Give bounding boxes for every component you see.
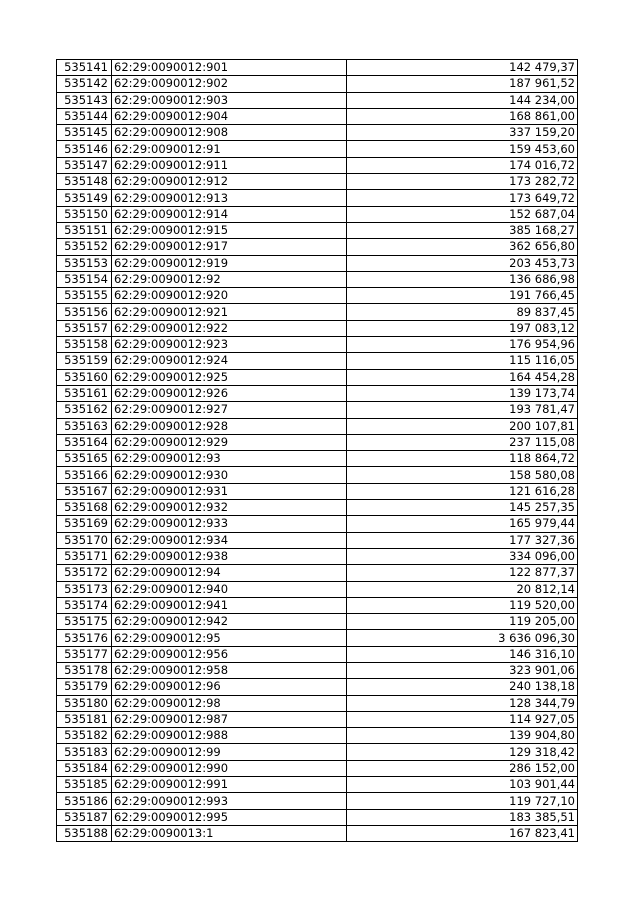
cadastral-number-cell: 62:29:0090012:958 (112, 662, 347, 678)
table-row (57, 548, 578, 564)
cadastral-value-cell: 159 453,60 (347, 141, 578, 157)
cadastral-number-cell: 62:29:0090012:917 (112, 239, 347, 255)
table-row (57, 646, 578, 662)
cadastral-number-cell: 62:29:0090012:987 (112, 711, 347, 727)
row-number-cell: 535173 (57, 581, 112, 597)
table-row (57, 418, 578, 434)
cadastral-value-cell: 286 152,00 (347, 760, 578, 776)
cadastral-value-cell: 20 812,14 (347, 581, 578, 597)
cadastral-value-cell: 128 344,79 (347, 695, 578, 711)
table-row (57, 141, 578, 157)
cadastral-value-cell: 129 318,42 (347, 744, 578, 760)
cadastral-value-table (56, 59, 578, 842)
cadastral-value-cell: 237 115,08 (347, 434, 578, 450)
cadastral-number-cell: 62:29:0090012:991 (112, 777, 347, 793)
cadastral-number-cell: 62:29:0090012:922 (112, 320, 347, 336)
cadastral-value-cell: 177 327,36 (347, 532, 578, 548)
row-number-cell: 535148 (57, 174, 112, 190)
cadastral-number-cell: 62:29:0090012:941 (112, 597, 347, 613)
table-row (57, 679, 578, 695)
cadastral-value-cell: 191 766,45 (347, 288, 578, 304)
row-number-cell: 535165 (57, 451, 112, 467)
cadastral-value-cell: 145 257,35 (347, 500, 578, 516)
cadastral-number-cell: 62:29:0090012:940 (112, 581, 347, 597)
row-number-cell: 535168 (57, 500, 112, 516)
cadastral-number-cell: 62:29:0090012:926 (112, 385, 347, 401)
table-row (57, 597, 578, 613)
cadastral-number-cell: 62:29:0090012:934 (112, 532, 347, 548)
row-number-cell: 535154 (57, 271, 112, 287)
table-row (57, 157, 578, 173)
cadastral-value-cell: 115 116,05 (347, 353, 578, 369)
row-number-cell: 535180 (57, 695, 112, 711)
row-number-cell: 535178 (57, 662, 112, 678)
cadastral-value-cell: 334 096,00 (347, 548, 578, 564)
row-number-cell: 535167 (57, 483, 112, 499)
table-row (57, 483, 578, 499)
cadastral-value-cell: 203 453,73 (347, 255, 578, 271)
cadastral-number-cell: 62:29:0090012:93 (112, 451, 347, 467)
table-row (57, 728, 578, 744)
cadastral-value-cell: 385 168,27 (347, 222, 578, 238)
row-number-cell: 535147 (57, 157, 112, 173)
table-row (57, 695, 578, 711)
row-number-cell: 535177 (57, 646, 112, 662)
table-row (57, 516, 578, 532)
row-number-cell: 535161 (57, 385, 112, 401)
cadastral-value-cell: 152 687,04 (347, 206, 578, 222)
cadastral-number-cell: 62:29:0090012:993 (112, 793, 347, 809)
table-row (57, 239, 578, 255)
row-number-cell: 535160 (57, 369, 112, 385)
table-row (57, 76, 578, 92)
cadastral-number-cell: 62:29:0090012:921 (112, 304, 347, 320)
row-number-cell: 535156 (57, 304, 112, 320)
cadastral-number-cell: 62:29:0090012:98 (112, 695, 347, 711)
cadastral-value-cell: 167 823,41 (347, 825, 578, 841)
table-row (57, 744, 578, 760)
cadastral-number-cell: 62:29:0090012:938 (112, 548, 347, 564)
table-row (57, 711, 578, 727)
cadastral-value-cell: 118 864,72 (347, 451, 578, 467)
row-number-cell: 535186 (57, 793, 112, 809)
cadastral-number-cell: 62:29:0090012:92 (112, 271, 347, 287)
table-row (57, 92, 578, 108)
cadastral-value-cell: 173 649,72 (347, 190, 578, 206)
cadastral-value-cell: 240 138,18 (347, 679, 578, 695)
cadastral-value-cell: 122 877,37 (347, 565, 578, 581)
row-number-cell: 535144 (57, 108, 112, 124)
cadastral-number-cell: 62:29:0090012:904 (112, 108, 347, 124)
cadastral-number-cell: 62:29:0090012:901 (112, 60, 347, 76)
table-row (57, 532, 578, 548)
cadastral-number-cell: 62:29:0090012:933 (112, 516, 347, 532)
row-number-cell: 535187 (57, 809, 112, 825)
row-number-cell: 535175 (57, 614, 112, 630)
cadastral-value-cell: 119 520,00 (347, 597, 578, 613)
table-row (57, 581, 578, 597)
row-number-cell: 535146 (57, 141, 112, 157)
table-row (57, 60, 578, 76)
cadastral-value-cell: 144 234,00 (347, 92, 578, 108)
cadastral-value-cell: 187 961,52 (347, 76, 578, 92)
row-number-cell: 535174 (57, 597, 112, 613)
table-row (57, 369, 578, 385)
cadastral-value-cell: 139 904,80 (347, 728, 578, 744)
row-number-cell: 535158 (57, 337, 112, 353)
row-number-cell: 535182 (57, 728, 112, 744)
cadastral-value-cell: 174 016,72 (347, 157, 578, 173)
cadastral-value-cell: 168 861,00 (347, 108, 578, 124)
cadastral-value-cell: 114 927,05 (347, 711, 578, 727)
table-row (57, 760, 578, 776)
row-number-cell: 535184 (57, 760, 112, 776)
table-row (57, 630, 578, 646)
table-row (57, 565, 578, 581)
row-number-cell: 535162 (57, 402, 112, 418)
cadastral-number-cell: 62:29:0090012:942 (112, 614, 347, 630)
table-row (57, 125, 578, 141)
cadastral-number-cell: 62:29:0090012:912 (112, 174, 347, 190)
row-number-cell: 535157 (57, 320, 112, 336)
cadastral-number-cell: 62:29:0090012:930 (112, 467, 347, 483)
row-number-cell: 535181 (57, 711, 112, 727)
cadastral-number-cell: 62:29:0090012:927 (112, 402, 347, 418)
table-row (57, 467, 578, 483)
table-row (57, 255, 578, 271)
table-body (57, 60, 578, 842)
cadastral-value-cell: 119 727,10 (347, 793, 578, 809)
table-row (57, 385, 578, 401)
table-row (57, 271, 578, 287)
cadastral-value-cell: 158 580,08 (347, 467, 578, 483)
row-number-cell: 535155 (57, 288, 112, 304)
row-number-cell: 535142 (57, 76, 112, 92)
row-number-cell: 535152 (57, 239, 112, 255)
table-row (57, 793, 578, 809)
cadastral-number-cell: 62:29:0090012:96 (112, 679, 347, 695)
cadastral-number-cell: 62:29:0090012:919 (112, 255, 347, 271)
cadastral-value-cell: 176 954,96 (347, 337, 578, 353)
cadastral-value-cell: 362 656,80 (347, 239, 578, 255)
cadastral-value-cell: 323 901,06 (347, 662, 578, 678)
cadastral-value-cell: 103 901,44 (347, 777, 578, 793)
table-row (57, 500, 578, 516)
row-number-cell: 535169 (57, 516, 112, 532)
row-number-cell: 535183 (57, 744, 112, 760)
cadastral-value-cell: 89 837,45 (347, 304, 578, 320)
row-number-cell: 535170 (57, 532, 112, 548)
cadastral-number-cell: 62:29:0090012:995 (112, 809, 347, 825)
row-number-cell: 535141 (57, 60, 112, 76)
cadastral-value-cell: 165 979,44 (347, 516, 578, 532)
table-row (57, 108, 578, 124)
cadastral-number-cell: 62:29:0090012:914 (112, 206, 347, 222)
cadastral-number-cell: 62:29:0090012:924 (112, 353, 347, 369)
cadastral-value-cell: 193 781,47 (347, 402, 578, 418)
cadastral-value-cell: 139 173,74 (347, 385, 578, 401)
table-row (57, 451, 578, 467)
cadastral-number-cell: 62:29:0090012:988 (112, 728, 347, 744)
table-row (57, 662, 578, 678)
cadastral-number-cell: 62:29:0090012:931 (112, 483, 347, 499)
cadastral-number-cell: 62:29:0090012:94 (112, 565, 347, 581)
cadastral-number-cell: 62:29:0090012:928 (112, 418, 347, 434)
cadastral-value-cell: 146 316,10 (347, 646, 578, 662)
table-row (57, 337, 578, 353)
row-number-cell: 535163 (57, 418, 112, 434)
cadastral-number-cell: 62:29:0090012:915 (112, 222, 347, 238)
cadastral-number-cell: 62:29:0090012:99 (112, 744, 347, 760)
row-number-cell: 535150 (57, 206, 112, 222)
table-row (57, 777, 578, 793)
table-row (57, 434, 578, 450)
cadastral-number-cell: 62:29:0090012:911 (112, 157, 347, 173)
table-row (57, 809, 578, 825)
row-number-cell: 535143 (57, 92, 112, 108)
cadastral-number-cell: 62:29:0090012:903 (112, 92, 347, 108)
cadastral-number-cell: 62:29:0090012:920 (112, 288, 347, 304)
row-number-cell: 535166 (57, 467, 112, 483)
row-number-cell: 535188 (57, 825, 112, 841)
cadastral-number-cell: 62:29:0090012:925 (112, 369, 347, 385)
table-row (57, 288, 578, 304)
row-number-cell: 535185 (57, 777, 112, 793)
table-row (57, 353, 578, 369)
cadastral-number-cell: 62:29:0090012:956 (112, 646, 347, 662)
row-number-cell: 535171 (57, 548, 112, 564)
cadastral-number-cell: 62:29:0090012:95 (112, 630, 347, 646)
cadastral-value-cell: 197 083,12 (347, 320, 578, 336)
table-row (57, 320, 578, 336)
row-number-cell: 535164 (57, 434, 112, 450)
cadastral-number-cell: 62:29:0090012:908 (112, 125, 347, 141)
table-row (57, 402, 578, 418)
cadastral-value-cell: 164 454,28 (347, 369, 578, 385)
cadastral-number-cell: 62:29:0090012:929 (112, 434, 347, 450)
cadastral-number-cell: 62:29:0090013:1 (112, 825, 347, 841)
cadastral-value-cell: 173 282,72 (347, 174, 578, 190)
cadastral-number-cell: 62:29:0090012:932 (112, 500, 347, 516)
row-number-cell: 535145 (57, 125, 112, 141)
row-number-cell: 535179 (57, 679, 112, 695)
row-number-cell: 535149 (57, 190, 112, 206)
cadastral-number-cell: 62:29:0090012:902 (112, 76, 347, 92)
cadastral-number-cell: 62:29:0090012:990 (112, 760, 347, 776)
table-row (57, 222, 578, 238)
row-number-cell: 535172 (57, 565, 112, 581)
cadastral-value-cell: 142 479,37 (347, 60, 578, 76)
cadastral-value-cell: 121 616,28 (347, 483, 578, 499)
row-number-cell: 535151 (57, 222, 112, 238)
cadastral-value-cell: 200 107,81 (347, 418, 578, 434)
table-row (57, 206, 578, 222)
cadastral-value-cell: 136 686,98 (347, 271, 578, 287)
cadastral-value-cell: 3 636 096,30 (347, 630, 578, 646)
table-row (57, 614, 578, 630)
cadastral-value-cell: 183 385,51 (347, 809, 578, 825)
cadastral-value-cell: 337 159,20 (347, 125, 578, 141)
cadastral-value-cell: 119 205,00 (347, 614, 578, 630)
table-row (57, 304, 578, 320)
cadastral-number-cell: 62:29:0090012:913 (112, 190, 347, 206)
cadastral-number-cell: 62:29:0090012:923 (112, 337, 347, 353)
table-row (57, 825, 578, 841)
table-row (57, 190, 578, 206)
row-number-cell: 535176 (57, 630, 112, 646)
row-number-cell: 535159 (57, 353, 112, 369)
table-row (57, 174, 578, 190)
row-number-cell: 535153 (57, 255, 112, 271)
cadastral-number-cell: 62:29:0090012:91 (112, 141, 347, 157)
